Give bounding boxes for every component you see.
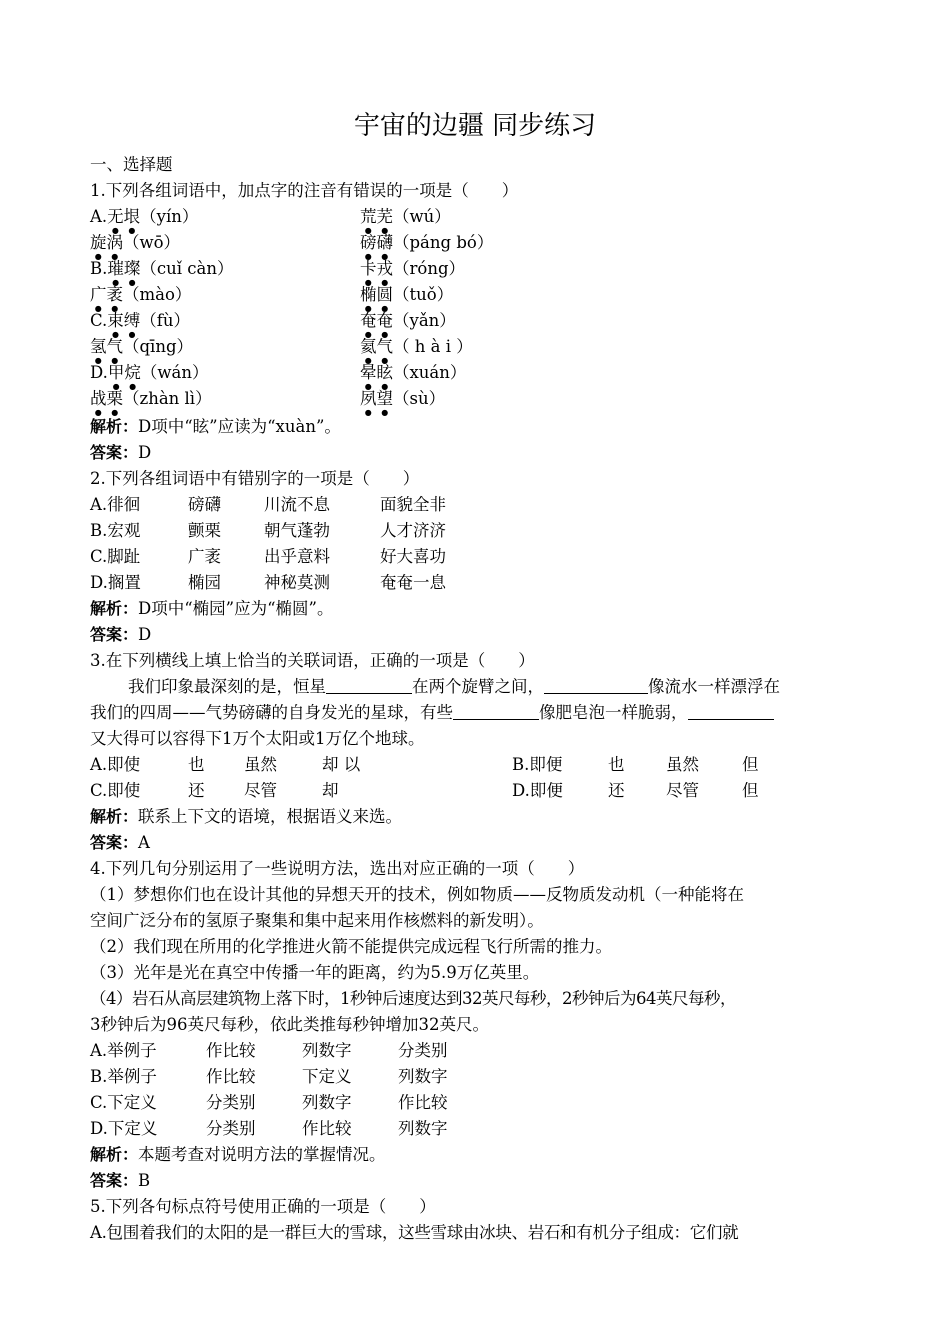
q2-option-d-w3: 神秘莫测: [264, 573, 330, 592]
q2-option-a-w3: 川流不息: [264, 495, 330, 514]
q3-option-c-w4: 却: [322, 781, 339, 800]
section-heading: 一、选择题: [90, 155, 173, 174]
q3-passage-line-1: 我们印象最深刻的是，恒星 在两个旋臂之间， 像流水一样漂浮在: [128, 677, 780, 696]
q2-option-a-w1: A.徘徊: [90, 495, 141, 514]
q1-option-c-left-2: 氢气（qīng）: [90, 337, 194, 356]
q4-answer: 答案：B: [90, 1171, 151, 1190]
q2-option-c-w2: 广袤: [188, 547, 221, 566]
q3-blank-1: [326, 675, 412, 694]
q3-option-d-w1: D.即便: [512, 781, 563, 800]
q2-option-a-w4: 面貌全非: [380, 495, 446, 514]
q3-option-c-w2: 还: [188, 781, 205, 800]
q1-option-c-left-1: C.束缚（fù）: [90, 311, 191, 330]
question-4-stem: 4.下列几句分别运用了一些说明方法，选出对应正确的一项（ ）: [90, 859, 585, 878]
q3-option-b-w3: 虽然: [666, 755, 699, 774]
q4-option-d-w1: D.下定义: [90, 1119, 158, 1138]
q4-sentence-3: （3）光年是光在真空中传播一年的距离，约为5.9万亿英里。: [90, 963, 540, 982]
q4-sentence-1a: （1）梦想你们也在设计其他的异想天开的技术，例如物质——反物质发动机（一种能将在: [90, 885, 744, 904]
q3-option-a-w4: 却 以: [322, 755, 361, 774]
q2-analysis: 解析：D项中“椭园”应为“椭圆”。: [90, 599, 334, 618]
q4-sentence-4a: （4）岩石从高层建筑物上落下时，1秒钟后速度达到32英尺每秒，2秒钟后为64英尺每秒，: [90, 989, 736, 1008]
q2-option-d-w1: D.搁置: [90, 573, 141, 592]
q4-option-a-w1: A.举例子: [90, 1041, 157, 1060]
q4-option-b-w4: 列数字: [398, 1067, 448, 1086]
q3-blank-3: [453, 701, 539, 720]
q1-analysis: 解析：D项中“眩”应读为“xuàn”。: [90, 417, 341, 436]
q3-option-c-w3: 尽管: [244, 781, 277, 800]
q4-option-d-w3: 作比较: [302, 1119, 352, 1138]
q3-option-a-w3: 虽然: [244, 755, 277, 774]
q3-option-b-w4: 但: [742, 755, 759, 774]
q3-option-d-w4: 但: [742, 781, 759, 800]
q3-passage-line-2: 我们的四周——气势磅礴的自身发光的星球，有些 像肥皂泡一样脆弱，: [90, 700, 774, 726]
q2-answer: 答案：D: [90, 625, 152, 644]
q1-option-a-right-2: 磅礴（páng bó）: [360, 233, 494, 252]
q1-answer: 答案：D: [90, 443, 152, 462]
q4-option-b-w2: 作比较: [206, 1067, 256, 1086]
q4-option-c-w4: 作比较: [398, 1093, 448, 1112]
q3-option-a-w2: 也: [188, 755, 205, 774]
q4-sentence-2: （2）我们现在所用的化学推进火箭不能提供完成远程飞行所需的推力。: [90, 937, 612, 956]
q3-blank-4: [688, 701, 774, 720]
q4-option-c-w3: 列数字: [302, 1093, 352, 1112]
question-2-stem: 2.下列各组词语中有错别字的一项是（ ）: [90, 469, 420, 488]
q1-option-c-right-2: 氦气（ h à i ）: [360, 337, 473, 356]
question-1-stem: 1.下列各组词语中，加点字的注音有错误的一项是（ ）: [90, 181, 519, 200]
q4-option-d-w2: 分类别: [206, 1119, 256, 1138]
q4-option-b-w1: B.举例子: [90, 1067, 157, 1086]
q1-option-d-left-1: D.甲烷（wán）: [90, 363, 209, 382]
q3-passage-line-3: 又大得可以容得下1万个太阳或1万亿个地球。: [90, 729, 425, 748]
q3-option-d-w3: 尽管: [666, 781, 699, 800]
q2-option-c-w4: 好大喜功: [380, 547, 446, 566]
question-5-stem: 5.下列各句标点符号使用正确的一项是（ ）: [90, 1197, 436, 1216]
q4-option-c-w1: C.下定义: [90, 1093, 157, 1112]
q2-option-a-w2: 磅礴: [188, 495, 221, 514]
q1-option-a-right-1: 荒芜（wú）: [360, 207, 451, 226]
q3-blank-2: [544, 675, 648, 694]
q2-option-b-w1: B.宏观: [90, 521, 141, 540]
q3-option-b-w1: B.即便: [512, 755, 563, 774]
q3-analysis: 解析：联系上下文的语境，根据语义来选。: [90, 807, 403, 826]
q2-option-c-w1: C.脚趾: [90, 547, 141, 566]
page-title: 宇宙的边疆 同步练习: [353, 111, 597, 141]
q3-option-b-w2: 也: [608, 755, 625, 774]
q1-option-a-left-1: A.无垠（yín）: [90, 207, 199, 226]
q4-option-d-w4: 列数字: [398, 1119, 448, 1138]
q3-option-d-w2: 还: [608, 781, 625, 800]
q1-option-d-right-1: 晕眩（xuán）: [360, 363, 467, 382]
q2-option-b-w3: 朝气蓬勃: [264, 521, 330, 540]
q5-option-a: A.包围着我们的太阳的是一群巨大的雪球，这些雪球由冰块、岩石和有机分子组成：它们就: [90, 1223, 739, 1242]
q4-sentence-1b: 空间广泛分布的氢原子聚集和集中起来用作核燃料的新发明）。: [90, 911, 544, 930]
q4-option-c-w2: 分类别: [206, 1093, 256, 1112]
q1-option-d-right-2: 夙望（sù）: [360, 389, 446, 408]
q3-option-a-w1: A.即使: [90, 755, 141, 774]
q4-analysis: 解析：本题考查对说明方法的掌握情况。: [90, 1145, 386, 1164]
q2-option-d-w4: 奄奄一息: [380, 573, 446, 592]
question-3-stem: 3.在下列横线上填上恰当的关联词语，正确的一项是（ ）: [90, 651, 535, 670]
q1-option-d-left-2: 战栗（zhàn lì）: [90, 389, 212, 408]
q1-option-a-left-2: 旋涡（wō）: [90, 233, 181, 252]
q3-option-c-w1: C.即使: [90, 781, 141, 800]
q4-option-b-w3: 下定义: [302, 1067, 352, 1086]
q1-option-b-left-2: 广袤（mào）: [90, 285, 192, 304]
q3-answer: 答案：A: [90, 833, 150, 852]
q1-option-b-right-2: 椭圆（tuǒ）: [360, 285, 454, 304]
q4-sentence-4b: 3秒钟后为96英尺每秒，依此类推每秒钟增加32英尺。: [90, 1015, 489, 1034]
q2-option-b-w2: 颤栗: [188, 521, 221, 540]
q1-option-c-right-1: 奄奄（yǎn）: [360, 311, 456, 330]
q2-option-d-w2: 椭园: [188, 573, 221, 592]
q4-option-a-w4: 分类别: [398, 1041, 448, 1060]
q4-option-a-w3: 列数字: [302, 1041, 352, 1060]
q2-option-c-w3: 出乎意料: [264, 547, 330, 566]
q4-option-a-w2: 作比较: [206, 1041, 256, 1060]
q1-option-b-right-1: 卡戎（róng）: [360, 259, 466, 278]
q1-option-b-left-1: B.璀璨（cuǐ càn）: [90, 259, 234, 278]
q2-option-b-w4: 人才济济: [380, 521, 446, 540]
